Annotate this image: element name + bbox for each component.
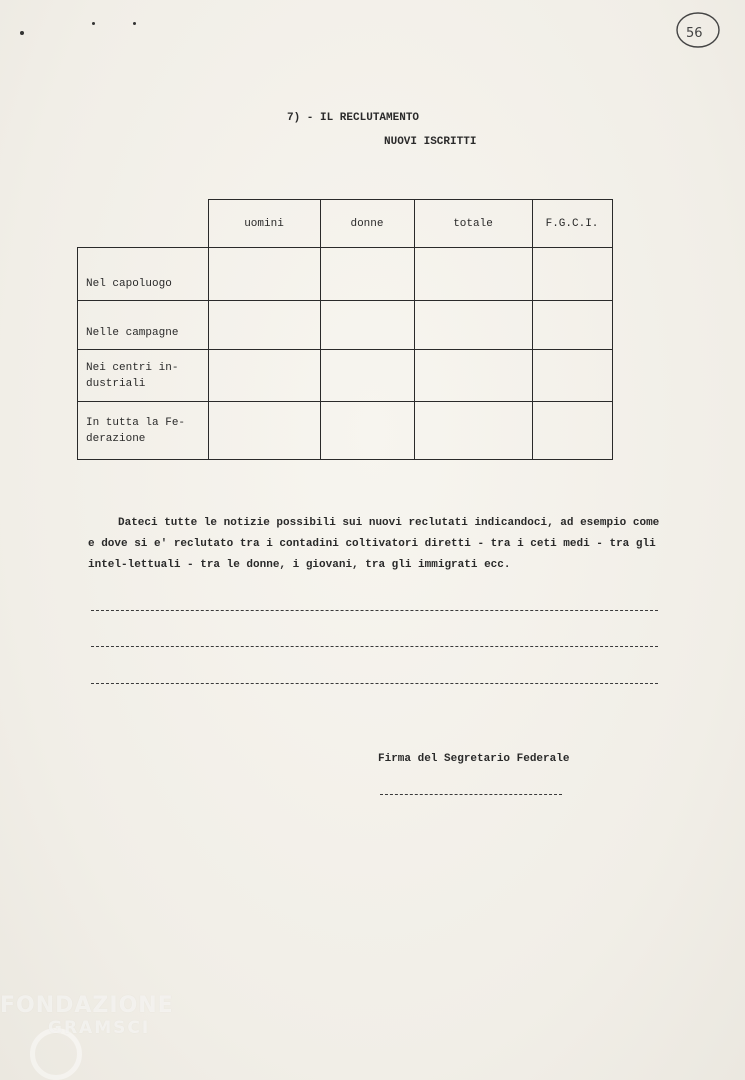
entry-cell[interactable] <box>208 350 320 402</box>
column-header: totale <box>414 200 532 248</box>
ink-dot <box>20 31 24 35</box>
entry-cell[interactable] <box>414 248 532 301</box>
column-header: uomini <box>208 200 320 248</box>
table-header-row <box>78 200 613 248</box>
entry-cell[interactable] <box>532 248 612 301</box>
entry-cell[interactable] <box>532 350 612 402</box>
section-subtitle: NUOVI ISCRITTI <box>384 136 477 148</box>
entry-cell[interactable] <box>532 402 612 460</box>
table-row <box>78 402 613 460</box>
watermark-line: GRAMSCI <box>48 1018 151 1038</box>
archive-watermark <box>0 995 200 1039</box>
ink-dot <box>133 22 136 25</box>
row-label: Nel capoluogo <box>78 248 209 301</box>
page-number-text: 56 <box>686 26 703 41</box>
signature-label: Firma del Segretario Federale <box>378 753 570 765</box>
watermark-line: FONDAZIONE <box>0 993 174 1018</box>
row-label: Nelle campagne <box>78 301 209 350</box>
entry-cell[interactable] <box>208 248 320 301</box>
table-row <box>78 248 613 301</box>
section-title: 7) - IL RECLUTAMENTO <box>287 112 420 124</box>
table-row <box>78 301 613 350</box>
entry-cell[interactable] <box>414 402 532 460</box>
answer-line[interactable] <box>91 610 658 611</box>
signature-line[interactable] <box>380 794 562 795</box>
answer-line[interactable] <box>91 646 658 647</box>
entry-cell[interactable] <box>320 301 414 350</box>
table-row <box>78 350 613 402</box>
entry-cell[interactable] <box>208 301 320 350</box>
entry-cell[interactable] <box>208 402 320 460</box>
entry-cell[interactable] <box>320 402 414 460</box>
column-header: donne <box>320 200 414 248</box>
entry-cell[interactable] <box>320 248 414 301</box>
entry-cell[interactable] <box>414 350 532 402</box>
entry-cell[interactable] <box>320 350 414 402</box>
handwritten-page-number <box>674 10 722 50</box>
answer-line[interactable] <box>91 683 658 684</box>
table-corner-cell <box>78 200 209 248</box>
row-label: In tutta la Fe- derazione <box>78 402 209 460</box>
entry-cell[interactable] <box>414 301 532 350</box>
column-header: F.G.C.I. <box>532 200 612 248</box>
entry-cell[interactable] <box>532 301 612 350</box>
instructions-paragraph: Dateci tutte le notizie possibili sui nuovi reclutati indicandoci, ad esempio come e dove si e' reclutato tra i contadini coltivatori diretti - tra i ceti medi - tra gli intel-lettuali - tra le donne, i giovani, tra gli immigrati ecc. <box>88 517 660 571</box>
ink-dot <box>92 22 95 25</box>
recruitment-table <box>77 199 613 460</box>
row-label: Nei centri in- dustriali <box>78 350 209 402</box>
